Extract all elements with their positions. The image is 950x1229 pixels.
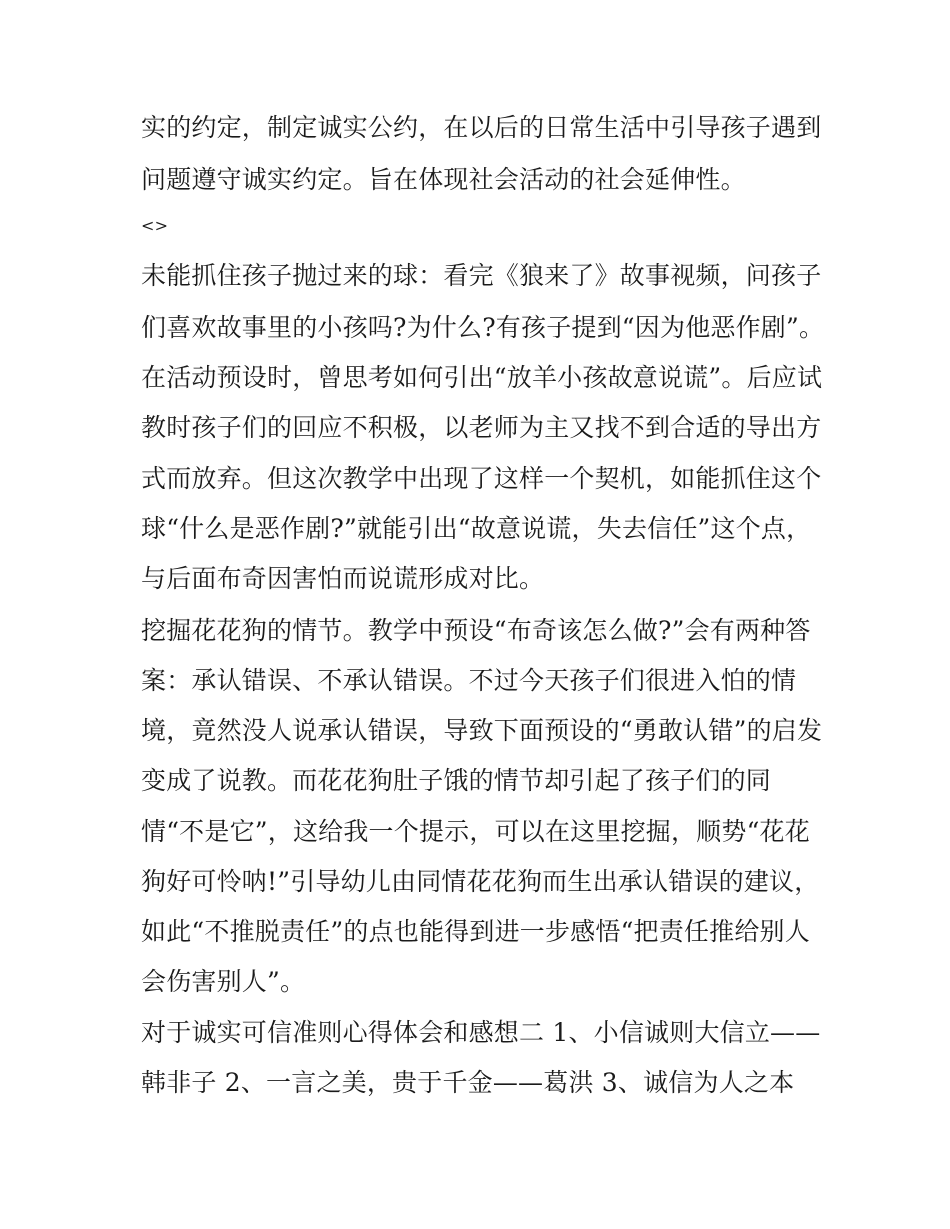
text-line: 狗好可怜呐!”引导幼儿由同情花花狗而生出承认错误的建议， [141,867,820,896]
text-line: 变成了说教。而花花狗肚子饿的情节却引起了孩子们的同 [141,766,772,795]
text-line: 韩非子 2、一言之美，贵于千金——葛洪 3、诚信为人之本 [141,1068,795,1097]
text-line: 们喜欢故事里的小孩吗?为什么?有孩子提到“因为他恶作剧”。 [141,313,825,342]
text-line: 教时孩子们的回应不积极，以老师为主又找不到合适的导出方 [141,413,822,442]
text-line: 如此“不推脱责任”的点也能得到进一步感悟“把责任推给别人 [141,917,810,946]
text-line: 问题遵守诚实约定。旨在体现社会活动的社会延伸性。 [141,165,746,194]
text-line: 境，竟然没人说承认错误，导致下面预设的“勇敢认错”的启发 [141,716,823,745]
text-line: 球“什么是恶作剧?”就能引出“故意说谎，失去信任”这个点， [141,514,812,543]
text-line: 情“不是它”，这给我一个提示，可以在这里挖掘，顺势“花花 [141,817,810,846]
text-line: 式而放弃。但这次教学中出现了这样一个契机，如能抓住这个 [141,464,822,493]
text-line: 实的约定，制定诚实公约，在以后的日常生活中引导孩子遇到 [141,113,822,142]
text-line: 会伤害别人”。 [141,967,306,996]
text-line: 挖掘花花狗的情节。教学中预设“布奇该怎么做?”会有两种答 [141,616,811,645]
text-line: 与后面布奇因害怕而说谎形成对比。 [141,564,545,593]
text-line: 案：承认错误、不承认错误。不过今天孩子们很进入怕的情 [141,666,797,695]
text-line: 未能抓住孩子抛过来的球：看完《狼来了》故事视频，问孩子 [141,261,822,290]
text-line: 对于诚实可信准则心得体会和感想二 1、小信诚则大信立—— [141,1018,821,1047]
text-line: <> [141,216,169,235]
text-line: 在活动预设时，曾思考如何引出“放羊小孩故意说谎”。后应试 [141,363,823,392]
